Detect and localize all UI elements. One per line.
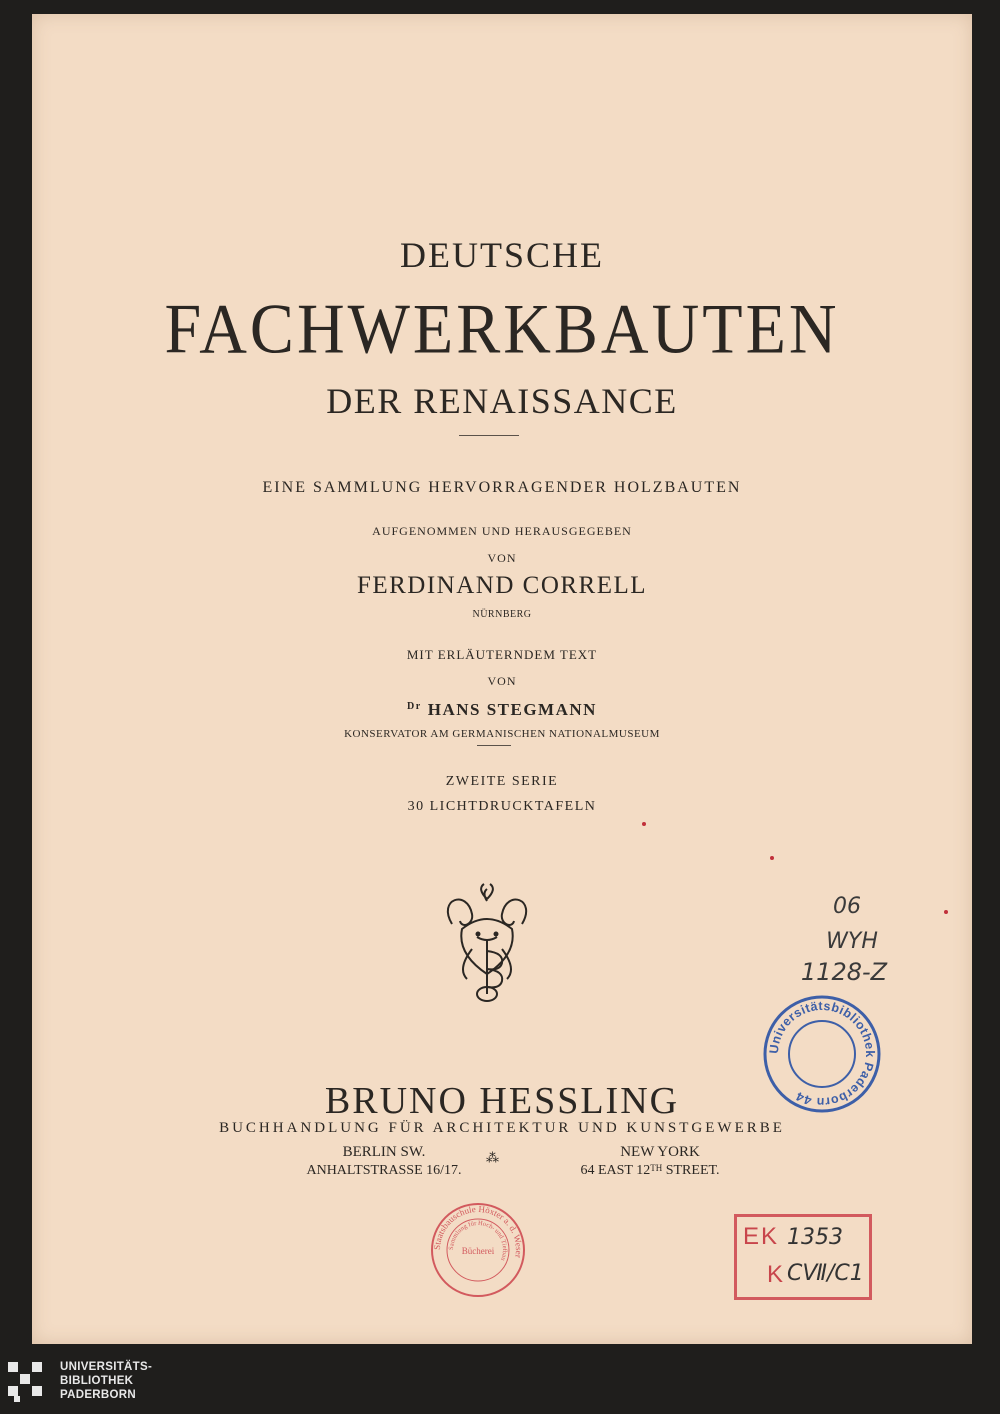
ink-speck [944, 910, 948, 914]
series-line: ZWEITE SERIE [445, 774, 559, 789]
commentator-name [32, 700, 972, 720]
svg-text:Bücherei: Bücherei [461, 1246, 495, 1256]
school-stamp-red [430, 1202, 526, 1298]
commentator-prefix: Dr [407, 701, 422, 712]
divider-rule [459, 435, 519, 436]
author-city: NÜRNBERG [472, 609, 532, 620]
accession-number: 1353 [787, 1225, 843, 1250]
author-name: FERDINAND CORRELL [356, 572, 648, 599]
right-street-sup: TH [650, 1163, 663, 1173]
title-line-3: DER RENAISSANCE [326, 381, 678, 421]
svg-text:Universitätsbibliothek Paderbo: Universitätsbibliothek Paderborn 44 [766, 998, 878, 1110]
logo-line-3: PADERBORN [60, 1389, 136, 1401]
accession-stamp-box [734, 1214, 872, 1300]
left-city: BERLIN SW. [342, 1144, 426, 1160]
publisher-trade: BUCHHANDLUNG FÜR ARCHITEKTUR UND KUNSTGEWERBE [219, 1120, 785, 1136]
library-logo-text [60, 1360, 152, 1402]
library-stamp-blue [762, 994, 882, 1114]
right-street-post: STREET. [662, 1163, 720, 1178]
divider-rule-small [477, 745, 511, 746]
class-label: K [767, 1261, 784, 1288]
right-street-pre: 64 EAST 12 [580, 1163, 651, 1178]
shelfmark-line-3: 1128-Z [800, 958, 888, 986]
publisher-name: BRUNO HESSLING [324, 1080, 680, 1122]
collection-subtitle: EINE SAMMLUNG HERVORRAGENDER HOLZBAUTEN [262, 479, 742, 496]
shelfmark-line-2: WYH [826, 929, 878, 954]
class-value: CⅦ/C1 [787, 1261, 864, 1286]
right-street [530, 1163, 770, 1179]
accession-label: EK [743, 1223, 780, 1250]
with-text-line: MIT ERLÄUTERNDEM TEXT [406, 647, 598, 662]
library-logo-icon [8, 1362, 50, 1404]
ink-speck [642, 822, 646, 826]
plates-line: 30 LICHTDRUCKTAFELN [407, 799, 597, 814]
von-line-1: VON [487, 551, 517, 565]
title-page [32, 14, 972, 1344]
logo-line-1: UNIVERSITÄTS- [60, 1361, 153, 1373]
commentator-role: KONSERVATOR AM GERMANISCHEN NATIONALMUSEUM [344, 728, 660, 740]
ink-speck [770, 856, 774, 860]
svg-text:Sammlung für Hoch- und Tiefbau: Sammlung für Hoch- und Tiefbau [447, 1219, 509, 1262]
address-separator: ⁂ [486, 1150, 499, 1165]
commentator-label: HANS STEGMANN [427, 700, 597, 719]
title-line-2: FACHWERKBAUTEN [164, 290, 840, 369]
logo-line-2: BIBLIOTHEK [60, 1375, 134, 1387]
publisher-emblem-icon [432, 879, 542, 1004]
right-city: NEW YORK [620, 1144, 700, 1160]
library-logo [8, 1360, 158, 1410]
von-line-2: VON [487, 674, 517, 688]
svg-text:Staatsbauschule Höxter a. d. W: Staatsbauschule Höxter a. d. Weser [431, 1203, 525, 1259]
title-line-1: DEUTSCHE [400, 235, 604, 275]
shelfmark-line-1: 06 [833, 894, 861, 919]
recorded-line: AUFGENOMMEN UND HERAUSGEGEBEN [372, 524, 632, 538]
left-street: ANHALTSTRASSE 16/17. [306, 1163, 462, 1178]
